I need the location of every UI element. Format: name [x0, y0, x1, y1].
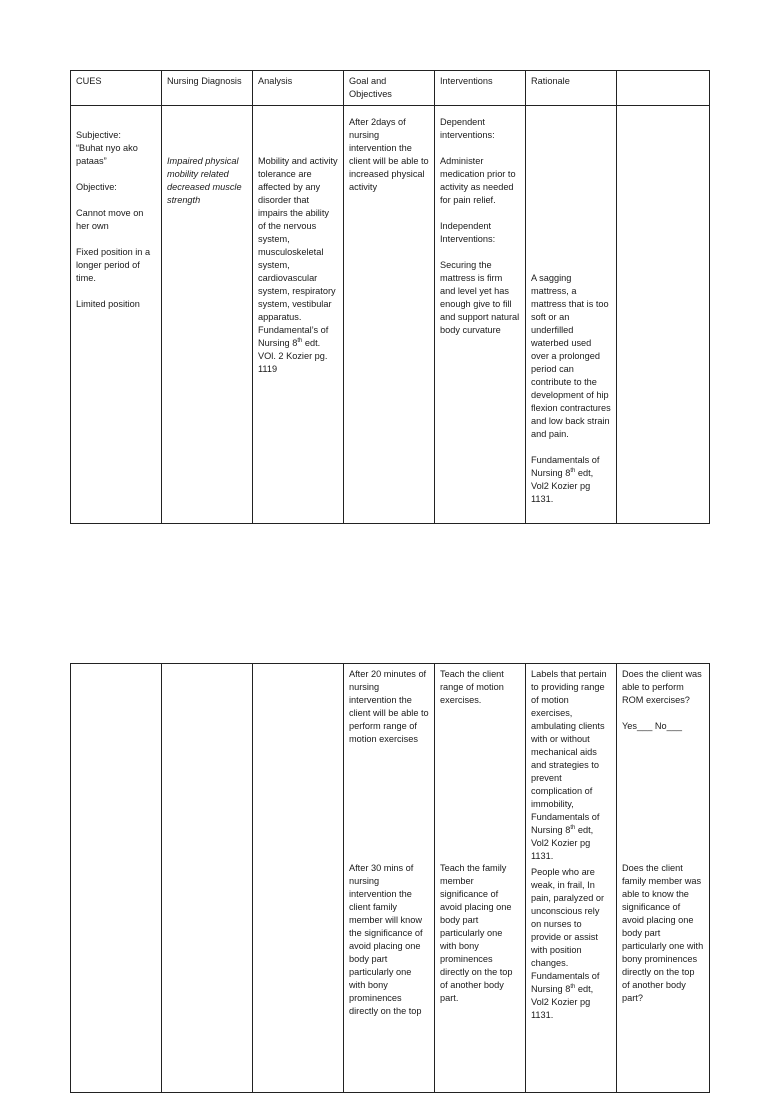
- header-interventions: Interventions: [435, 71, 526, 106]
- evaluation-question-2: Does the client family member was able to know the significance of avoid placing one body part particularly one with bony prominences directly on the top of another body part?: [622, 863, 704, 1003]
- objective-item-2: Fixed position in a longer period of time.: [76, 247, 151, 283]
- table-row: [71, 106, 710, 524]
- table-header-row: [71, 71, 710, 106]
- objective-label: Objective:: [76, 182, 117, 192]
- rationale-text: A sagging mattress, a mattress that is too soft or an underfilled waterbed used over a prolonged period can contribute to the development of hip flexion contractures and low back strain and pain.: [531, 273, 611, 439]
- dependent-text: Administer medication prior to activity as needed for pain relief.: [440, 156, 516, 205]
- diagnosis-cell: [162, 106, 253, 524]
- rationale-block-2: [531, 866, 611, 1022]
- care-plan-table-1: [70, 70, 710, 524]
- rationale-reference-1: edt, Vol2 Kozier pg 1131.: [531, 825, 594, 861]
- independent-text: Securing the mattress is firm and level yet has enough give to fill and support natural body curvature: [440, 260, 520, 335]
- rationale-superscript: th: [570, 467, 576, 474]
- objective-item-3: Limited position: [76, 299, 140, 309]
- header-analysis: Analysis: [253, 71, 344, 106]
- care-plan-table-2: [70, 663, 710, 1093]
- rationale-cell: [526, 664, 617, 1093]
- header-rationale: Rationale: [526, 71, 617, 106]
- header-evaluation: [617, 71, 710, 106]
- dependent-label: Dependent interventions:: [440, 117, 495, 140]
- yes-no-answer: Yes___ No___: [622, 721, 682, 731]
- goal-text: After 2days of nursing intervention the client will be able to increased physical activity: [349, 117, 429, 192]
- rationale-cell: [526, 106, 617, 524]
- goal-text-2: After 30 mins of nursing intervention the client family member will know the significance of avoid placing one body part particularly one with bony prominences directly on the top: [349, 863, 423, 1016]
- rationale-reference: Fundamentals of Nursing 8: [531, 455, 600, 478]
- header-goal-objectives: Goal and Objectives: [344, 71, 435, 106]
- goal-text-1: After 20 minutes of nursing intervention the client will be able to perform range of motion exercises: [349, 669, 429, 744]
- cues-cell: [71, 664, 162, 1093]
- evaluation-question-1: Does the client was able to perform ROM exercises?: [622, 669, 702, 705]
- nursing-diagnosis-text: Impaired physical mobility related decreased muscle strength: [167, 156, 242, 205]
- rationale-text-1: Labels that pertain to providing range of motion exercises, ambulating clients with or without mechanical aids and strategies to prevent complication of immobility, Fundamentals of Nursing 8: [531, 669, 607, 835]
- header-cues: CUES: [71, 71, 162, 106]
- intervention-text-2: Teach the family member significance of avoid placing one body part particularly one with bony prominences directly on the top of another body part.: [440, 863, 513, 1003]
- header-nursing-diagnosis: Nursing Diagnosis: [162, 71, 253, 106]
- analysis-cell: [253, 664, 344, 1093]
- analysis-superscript: th: [297, 337, 303, 344]
- goal-cell: [344, 106, 435, 524]
- diagnosis-cell: [162, 664, 253, 1093]
- interventions-cell: [435, 106, 526, 524]
- rationale-text-2: People who are weak, in frail, In pain, paralyzed or unconscious rely on nurses to provide or assist with position changes. Fundamentals of Nursing 8: [531, 867, 605, 994]
- independent-label: Independent Interventions:: [440, 221, 496, 244]
- evaluation-cell: [617, 106, 710, 524]
- rationale-reference-2: edt, Vol2 Kozier pg 1131.: [531, 984, 594, 1020]
- evaluation-cell: [617, 664, 710, 1093]
- cues-cell: [71, 106, 162, 524]
- rationale-superscript-2: th: [570, 983, 576, 990]
- subjective-label: Subjective:: [76, 130, 121, 140]
- objective-item-1: Cannot move on her own: [76, 208, 144, 231]
- subjective-text: “Buhat nyo ako pataas”: [76, 143, 138, 166]
- analysis-reference: edt. VOl. 2 Kozier pg. 1119: [258, 338, 328, 374]
- intervention-text-1: Teach the client range of motion exercises.: [440, 669, 504, 705]
- analysis-text: Mobility and activity tolerance are affected by any disorder that impairs the ability of the nervous system, musculoskeletal system, cardiovascular system, respiratory system, vestibular apparatus. Fundamental’s of Nursing 8: [258, 156, 338, 348]
- rationale-reference-tail: edt, Vol2 Kozier pg 1131.: [531, 468, 594, 504]
- goal-cell: [344, 664, 435, 1093]
- rationale-superscript-1: th: [570, 824, 576, 831]
- interventions-cell: [435, 664, 526, 1093]
- analysis-cell: [253, 106, 344, 524]
- rationale-block-1: [531, 668, 611, 866]
- table-row: [71, 664, 710, 1093]
